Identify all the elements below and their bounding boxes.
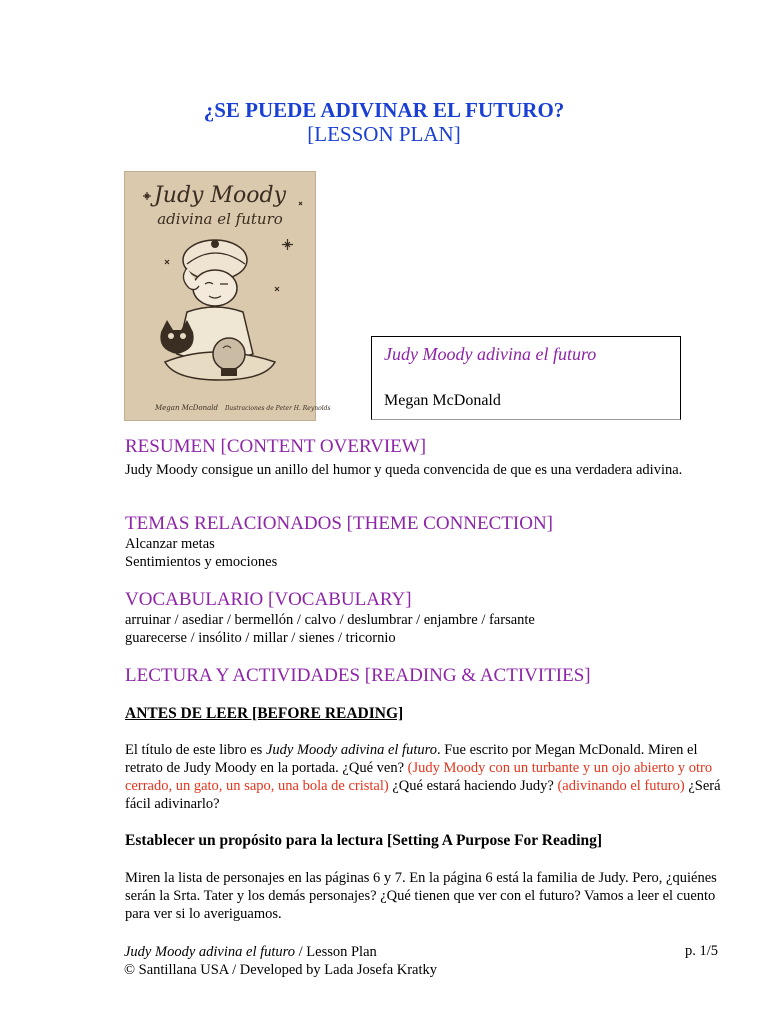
vocabulary-line: guarecerse / insólito / millar / sienes / tricornio (125, 630, 396, 646)
antes-book-title: Judy Moody adivina el futuro (265, 742, 437, 758)
footer-copyright: © Santillana USA / Developed by Lada Josefa Kratky (124, 962, 438, 978)
answer-text: (Judy Moody con un turbante y un ojo abierto y otro cerrado, un gato, un sapo, una bola de cristal) (125, 760, 713, 794)
subheading-antes-de-leer: ANTES DE LEER [BEFORE READING] (125, 705, 404, 722)
page-number: p. 1/5 (684, 943, 718, 959)
section-heading-resumen: RESUMEN [CONTENT OVERVIEW] (125, 436, 427, 457)
cover-title-line2: adivina el futuro (157, 210, 283, 228)
book-info-box (371, 336, 681, 420)
book-cover-image (124, 171, 331, 421)
antes-text: ¿Será fácil adivinarlo? (125, 778, 721, 812)
book-title: Judy Moody adivina el futuro (384, 344, 597, 364)
section-heading-lectura: LECTURA Y ACTIVIDADES [READING & ACTIVITIES] (125, 665, 591, 686)
cover-author: Megan McDonald (155, 404, 219, 412)
section-heading-vocabulario: VOCABULARIO [VOCABULARY] (125, 589, 412, 610)
footer-book-title: Judy Moody adivina el futuro (124, 944, 296, 960)
section-heading-temas: TEMAS RELACIONADOS [THEME CONNECTION] (125, 513, 554, 534)
footer-lesson-label (124, 943, 377, 961)
antes-de-leer-paragraph (125, 741, 725, 813)
cover-illustrator: Ilustraciones de Peter H. Reynolds (225, 405, 331, 412)
cover-title-line1: Judy Moody (153, 183, 287, 208)
subheading-proposito: Establecer un propósito para la lectura [Setting A Purpose For Reading] (125, 832, 603, 849)
resumen-text: Judy Moody consigue un anillo del humor y queda convencida de que es una verdadera adivina. (125, 462, 683, 478)
antes-text: El título de este libro es (125, 742, 266, 758)
answer-text: (adivinando el futuro) (557, 778, 685, 794)
tema-item: Alcanzar metas (125, 536, 215, 552)
tema-item: Sentimientos y emociones (125, 554, 278, 570)
antes-text: ¿Qué estará haciendo Judy? (388, 778, 558, 794)
cover-illustration (125, 172, 331, 420)
vocabulary-line: arruinar / asediar / bermellón / calvo / deslumbrar / enjambre / farsante (125, 612, 535, 628)
page-title: ¿SE PUEDE ADIVINAR EL FUTURO? (203, 98, 565, 122)
footer-label: / Lesson Plan (295, 944, 377, 960)
proposito-paragraph: Miren la lista de personajes en las páginas 6 y 7. En la página 6 está la familia de Judy. Pero, ¿quiénes serán la Srta. Tater y los demás personajes? ¿Qué tienen que ver con el futuro? Vamos a leer el cuento para ver si lo averiguamos. (125, 870, 717, 922)
antes-text: . Fue escrito por Megan McDonald. Miren el retrato de Judy Moody en la portada. ¿Qué ven? (125, 742, 698, 776)
book-author: Megan McDonald (384, 392, 501, 409)
page-subtitle: [LESSON PLAN] (307, 122, 461, 146)
